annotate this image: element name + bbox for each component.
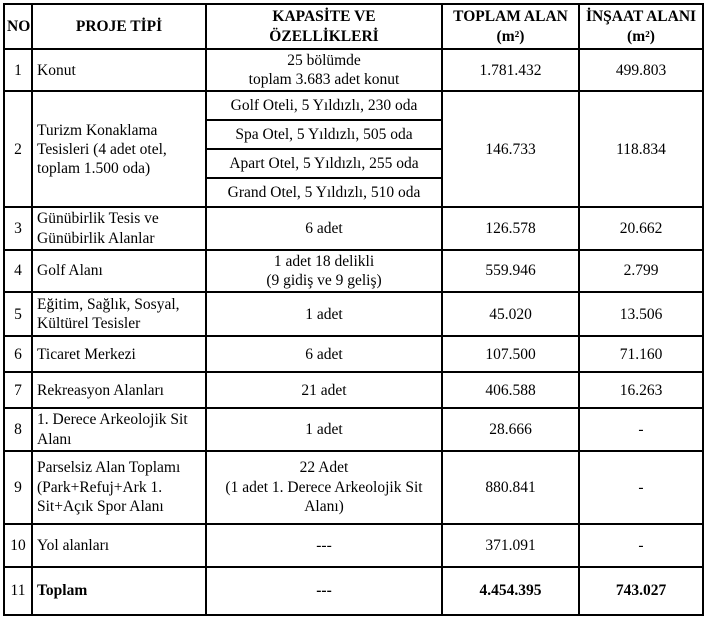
- cell-project-type: Yol alanları: [32, 524, 206, 567]
- cell-total-area: 28.666: [442, 408, 579, 450]
- capacity-line1: 22 Adet: [299, 459, 349, 477]
- cell-project-type: Turizm Konaklama Tesisleri (4 adet otel, toplam 1.500 oda): [32, 91, 206, 207]
- cell-project-type: 1. Derece Arkeolojik Sit Alanı: [32, 408, 206, 450]
- cell-construction-area: 20.662: [579, 207, 703, 249]
- cell-capacity: ---: [206, 567, 442, 615]
- header-construction-area-unit: (m²): [627, 27, 655, 45]
- cell-construction-area: -: [579, 451, 703, 524]
- table-row-total: [4, 567, 703, 615]
- cell-construction-area: 743.027: [579, 567, 703, 615]
- header-capacity: [206, 4, 442, 49]
- cell-total-area: 406.588: [442, 372, 579, 408]
- header-capacity-line1: KAPASİTE VE: [272, 8, 376, 26]
- header-no: NO: [4, 4, 32, 49]
- cell-project-type: Günübirlik Tesis ve Günübirlik Alanlar: [32, 207, 206, 249]
- cell-capacity: [206, 250, 442, 292]
- table-row-8: [4, 408, 703, 450]
- cell-hotel-grand: Grand Otel, 5 Yıldızlı, 510 oda: [206, 178, 442, 207]
- capacity-line1: 25 bölümde: [287, 52, 361, 69]
- header-total-area: [442, 4, 579, 49]
- cell-capacity: [206, 451, 442, 524]
- cell-total-area: 107.500: [442, 336, 579, 372]
- cell-no: 11: [4, 567, 32, 615]
- cell-hotel-spa: Spa Otel, 5 Yıldızlı, 505 oda: [206, 120, 442, 149]
- table-row-10: [4, 524, 703, 567]
- cell-total-area: 146.733: [442, 91, 579, 207]
- table-row-6: [4, 336, 703, 372]
- cell-capacity: 21 adet: [206, 372, 442, 408]
- cell-project-type: Golf Alanı: [32, 250, 206, 292]
- cell-total-area: 1.781.432: [442, 49, 579, 91]
- cell-construction-area: 499.803: [579, 49, 703, 91]
- cell-project-type: Ticaret Merkezi: [32, 336, 206, 372]
- table-row-1: [4, 49, 703, 91]
- table-row-7: [4, 372, 703, 408]
- cell-no: 1: [4, 49, 32, 91]
- table-row-4: [4, 250, 703, 292]
- cell-no: 4: [4, 250, 32, 292]
- cell-total-area: 880.841: [442, 451, 579, 524]
- cell-no: 6: [4, 336, 32, 372]
- cell-capacity: 6 adet: [206, 336, 442, 372]
- cell-capacity: 6 adet: [206, 207, 442, 249]
- table-row-5: [4, 292, 703, 336]
- cell-capacity: 1 adet: [206, 292, 442, 336]
- cell-construction-area: 71.160: [579, 336, 703, 372]
- cell-capacity: [206, 49, 442, 91]
- table-row-9: [4, 451, 703, 524]
- cell-hotel-golf: Golf Oteli, 5 Yıldızlı, 230 oda: [206, 91, 442, 120]
- header-capacity-line2: ÖZELLİKLERİ: [269, 27, 379, 45]
- capacity-line1: 1 adet 18 delikli: [273, 252, 375, 270]
- cell-project-type: Parselsiz Alan Toplamı (Park+Refuj+Ark 1. Sit+Açık Spor Alanı: [32, 451, 206, 524]
- cell-construction-area: 118.834: [579, 91, 703, 207]
- cell-no: 5: [4, 292, 32, 336]
- capacity-line2: (1 adet 1. Derece Arkeolojik Sit Alanı): [225, 478, 423, 515]
- cell-total-area: 559.946: [442, 250, 579, 292]
- cell-no: 3: [4, 207, 32, 249]
- cell-project-type: Konut: [32, 49, 206, 91]
- table-row-3: [4, 207, 703, 249]
- header-project-type: PROJE TİPİ: [32, 4, 206, 49]
- header-row: [4, 4, 703, 49]
- cell-total-area: 45.020: [442, 292, 579, 336]
- cell-total-area: 126.578: [442, 207, 579, 249]
- header-construction-area: [579, 4, 703, 49]
- cell-construction-area: -: [579, 408, 703, 450]
- table-row-2: [4, 91, 703, 120]
- cell-project-type: Rekreasyon Alanları: [32, 372, 206, 408]
- cell-no: 7: [4, 372, 32, 408]
- cell-total-area: 4.454.395: [442, 567, 579, 615]
- header-construction-area-line1: İNŞAAT ALANI: [585, 8, 697, 26]
- cell-total-area: 371.091: [442, 524, 579, 567]
- cell-capacity: 1 adet: [206, 408, 442, 450]
- cell-construction-area: 13.506: [579, 292, 703, 336]
- capacity-line2: (9 gidiş ve 9 geliş): [266, 272, 382, 290]
- cell-capacity: ---: [206, 524, 442, 567]
- cell-construction-area: -: [579, 524, 703, 567]
- cell-project-type: Eğitim, Sağlık, Sosyal, Kültürel Tesisler: [32, 292, 206, 336]
- header-total-area-unit: (m²): [496, 27, 525, 45]
- cell-hotel-apart: Apart Otel, 5 Yıldızlı, 255 oda: [206, 149, 442, 178]
- header-total-area-line1: TOPLAM ALAN: [453, 8, 568, 26]
- cell-no: 10: [4, 524, 32, 567]
- cell-no: 9: [4, 451, 32, 524]
- cell-construction-area: 2.799: [579, 250, 703, 292]
- cell-no: 8: [4, 408, 32, 450]
- capacity-line2: toplam 3.683 adet konut: [248, 71, 400, 89]
- cell-project-type: Toplam: [32, 567, 206, 615]
- project-summary-table: [3, 3, 704, 616]
- cell-no: 2: [4, 91, 32, 207]
- cell-construction-area: 16.263: [579, 372, 703, 408]
